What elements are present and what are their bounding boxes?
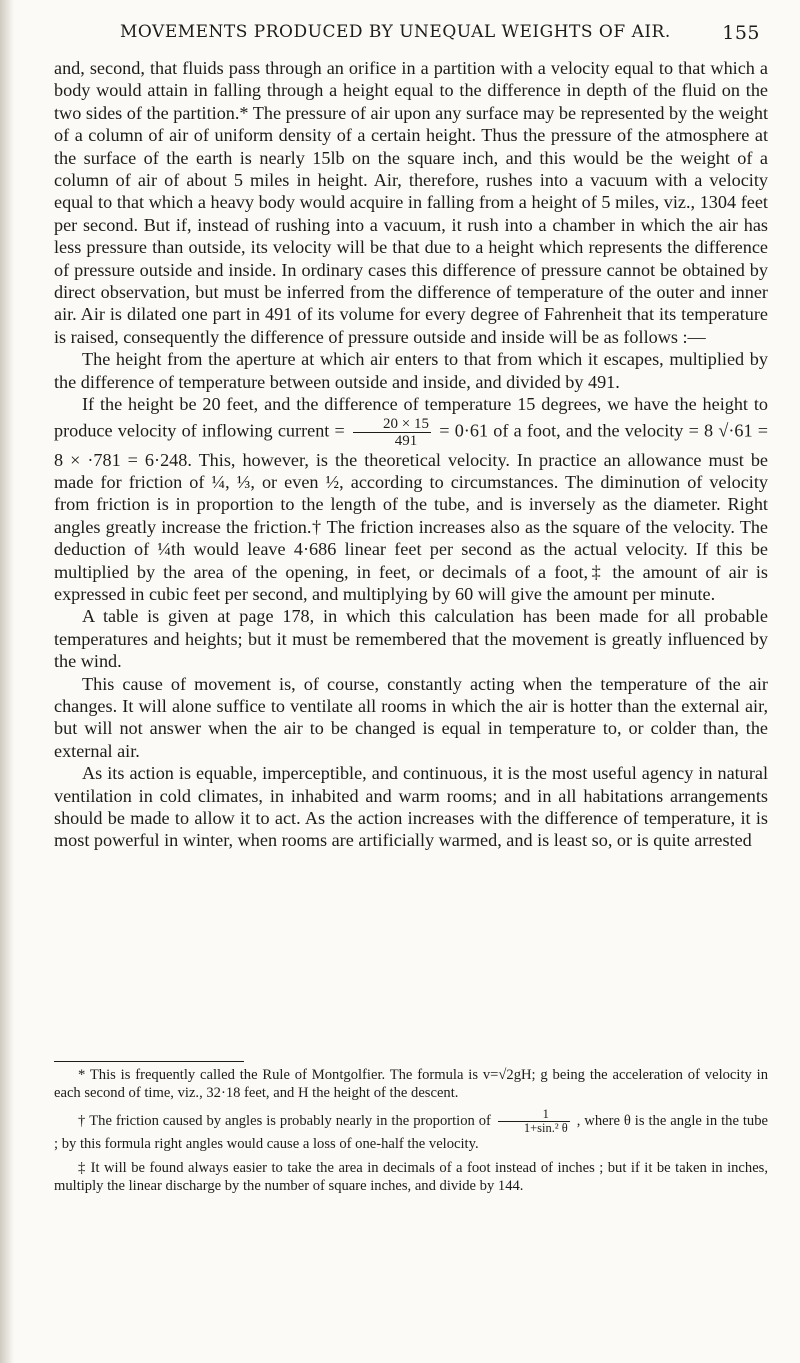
paragraph-cause-of-movement: This cause of movement is, of course, constantly acting when the temperature of the air changes. It will alone suffice to ventilate all rooms in which the air is hotter than the external air, but will not answer when the air to be changed is equal in temperature to, or colder than, the external air. [54, 673, 768, 761]
footnote-fraction-numerator: 1 [498, 1108, 570, 1122]
fraction-numerator: 20 × 15 [353, 416, 431, 433]
running-title: MOVEMENTS PRODUCED BY UNEQUAL WEIGHTS OF AIR. [120, 22, 671, 42]
footnotes [54, 1066, 768, 1201]
page-number: 155 [722, 22, 760, 44]
paragraph-example [54, 393, 768, 605]
paragraph-table-reference: A table is given at page 178, in which this calculation has been made for all probable temperatures and heights; but it must be remembered that the movement is greatly influenced by the wind. [54, 606, 768, 672]
page-header [120, 22, 760, 46]
footnote-star: * This is frequently called the Rule of Montgolfier. The formula is v=√2gH; g being the acceleration of velocity in each second of time, viz., 32·18 feet, and H the height of the descent. [54, 1067, 768, 1101]
paragraph-equable-action: As its action is equable, imperceptible, and continuous, it is the most useful agency in natural ventilation in cold climates, in inhabited and warm rooms; and in all habitations arrangements should be made to allow it to act. As the action increases with the difference of temperature, it is most powerful in winter, when rooms are artificially warmed, and is least so, or is quite arrested [54, 763, 768, 851]
fraction-denominator: 491 [394, 432, 418, 449]
footnote-dagger-lead: † The friction caused by angles is probably nearly in the proportion of [78, 1112, 491, 1129]
binding-shadow [0, 0, 14, 1363]
footnote-double-dagger: ‡ It will be found always easier to take the area in decimals of a foot instead of inches ; but if it be taken in inches, multiply the linear discharge by the number of square inches, and divide by 144. [54, 1160, 768, 1194]
example-fraction [353, 416, 431, 449]
paragraph-fluid-pressure: and, second, that fluids pass through an orifice in a partition with a velocity equal to that which a body would attain in falling through a height equal to the difference in depth of the fluid on the two sides of the partition.* The pressure of air upon any surface may be represented by the weight of a column of air of uniform density of a certain height. Thus the pressure of the atmosphere at the surface of the earth is nearly 15lb on the square inch, and this would be the weight of a column of air of about 5 miles in height. Air, therefore, rushes into a vacuum with a velocity equal to that which a heavy body would acquire in falling from a height of 5 miles, viz., 1304 feet per second. But if, instead of rushing into a vacuum, it rush into a chamber in which the air has less pressure than outside, its velocity will be that due to a height which represents the difference of pressure outside and inside. In ordinary cases this difference of pressure cannot be obtained by direct observation, but must be inferred from the difference of temperature of the outer and inner air. Air is dilated one part in 491 of its volume for every degree of Fahrenheit that its temperature is raised, consequently the difference of pressure outside and inside will be as follows :— [54, 58, 768, 347]
footnote-dagger-tail: , where θ is the angle in the tube ; by this formula right angles would cause a loss of one-half the velocity. [54, 1112, 769, 1152]
footnote-rule [54, 1061, 244, 1062]
example-lead: If the height be 20 feet, and the difference of temperature 15 degrees, we have the height to produce velocity of inflowing current = [54, 394, 768, 441]
footnote-fraction [498, 1108, 570, 1135]
footnote-fraction-denominator: 1+sin.² θ [523, 1121, 568, 1135]
footnote-dagger [54, 1108, 768, 1153]
body-text [54, 57, 768, 852]
example-tail: = 0·61 of a foot, and the velocity = 8 √·61 = 8 × ·781 = 6·248. This, however, is the theoretical velocity. In practice an allowance must be made for friction of ¼, ⅓, or even ½, according to circumstances. The diminution of velocity from friction is in proportion to the length of the tube, and is inversely as the diameter. Right angles greatly increase the friction.† The friction increases also as the square of the velocity. The deduction of ¼th would leave 4·686 linear feet per second as the actual velocity. If this be multiplied by the area of the opening, in feet, or decimals of a foot,‡ the amount of air is expressed in cubic feet per second, and multiplying by 60 will give the amount per minute. [54, 420, 769, 604]
paragraph-height-rule: The height from the aperture at which air enters to that from which it escapes, multiplied by the difference of temperature between outside and inside, and divided by 491. [54, 349, 768, 392]
